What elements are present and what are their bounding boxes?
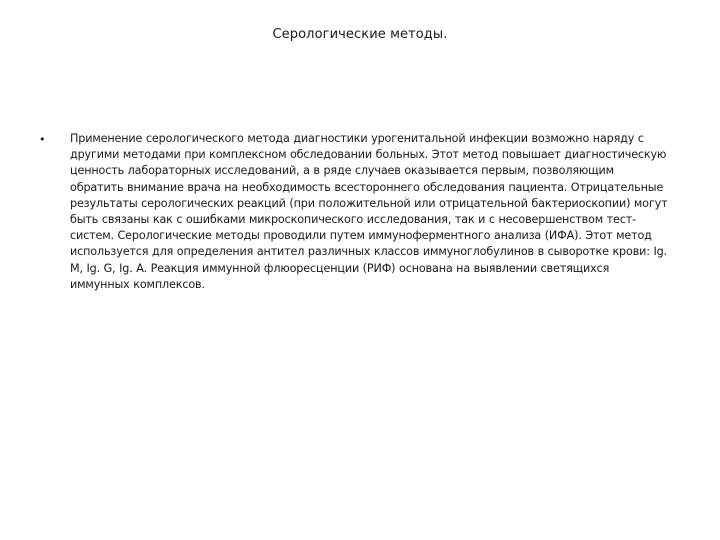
bullet-icon: • — [39, 133, 46, 146]
body-paragraph: Применение серологического метода диагностики урогенитальной инфекции возможно наряду с другими методами при комплексном обследовании больных. Этот метод повышает диагностическую ценность лабораторных исследований, а в ряде случаев оказывается первым, позволяющим обратить внимание врача на необходимость всестороннего обследования пациента. Отрицательные результаты серологических реакций (при положительной или отрицательной бактериоскопии) могут быть связаны как с ошибками микроскопического исследования, так и с несовершенством тест-систем. Серологические методы проводили путем иммуноферментного анализа (ИФА). Этот метод используется для определения антител различных классов иммуноглобулинов в сыворотке крови: Ig. M, Ig. G, Ig. A. Реакция иммунной флюоресценции (РИФ) основана на выявлении светящихся иммунных комплексов. — [70, 132, 668, 291]
slide-title: Серологические методы. — [272, 27, 448, 42]
bullet-list-item — [39, 131, 679, 293]
